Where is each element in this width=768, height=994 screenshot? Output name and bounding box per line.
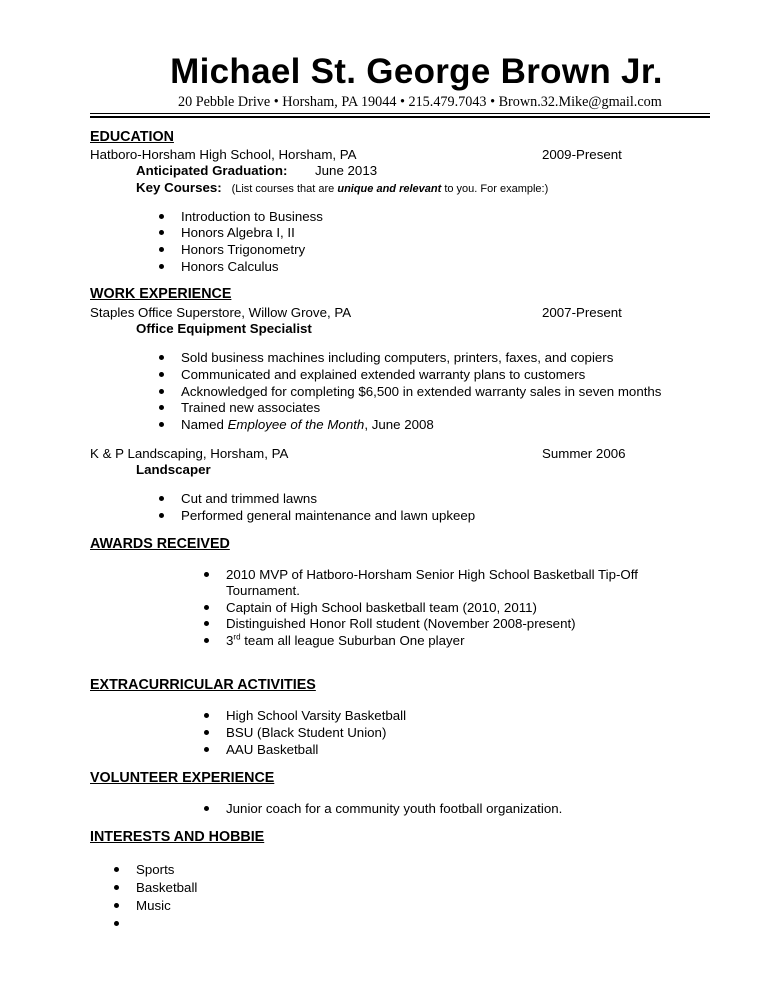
job2-dates: Summer 2006: [542, 446, 626, 461]
job1-title: Office Equipment Specialist: [136, 321, 312, 336]
course-item: Honors Trigonometry: [181, 242, 306, 257]
education-school: Hatboro-Horsham High School, Horsham, PA: [90, 147, 357, 162]
education-heading: EDUCATION: [90, 129, 174, 145]
award-ordinal-number: 3: [226, 633, 234, 648]
graduation-label: Anticipated Graduation:: [136, 163, 288, 178]
courses-note-emph: unique and relevant: [337, 183, 442, 195]
header-rule-thick: [90, 116, 710, 118]
activity-item: AAU Basketball: [226, 742, 319, 757]
interest-item: Sports: [136, 862, 175, 877]
activity-item: BSU (Black Student Union): [226, 725, 387, 740]
contact-line: 20 Pebble Drive • Horsham, PA 19044 • 215.479.7043 • Brown.32.Mike@gmail.com: [178, 94, 662, 110]
award-ordinal-suffix: rd: [233, 632, 241, 642]
award-item-continued: Tournament.: [226, 583, 300, 598]
activity-item: High School Varsity Basketball: [226, 708, 407, 723]
award-item: 2010 MVP of Hatboro-Horsham Senior High School Basketball Tip-Off: [226, 567, 638, 582]
job2-title: Landscaper: [136, 462, 211, 477]
graduation-value: June 2013: [315, 163, 378, 178]
job2-employer: K & P Landscaping, Horsham, PA: [90, 446, 289, 461]
course-item: Honors Algebra I, II: [181, 225, 295, 240]
job1-duty: Sold business machines including computers, printers, faxes, and copiers: [181, 350, 614, 365]
named-prefix: Named: [181, 417, 228, 432]
extracurricular-heading: EXTRACURRICULAR ACTIVITIES: [90, 677, 316, 693]
courses-note: [225, 183, 548, 195]
volunteer-heading: VOLUNTEER EXPERIENCE: [90, 770, 275, 786]
job2-duty: Performed general maintenance and lawn upkeep: [181, 508, 476, 523]
job1-duty: Acknowledged for completing $6,500 in extended warranty sales in seven months: [181, 384, 662, 399]
named-suffix: , June 2008: [364, 417, 434, 432]
key-courses-label: Key Courses:: [136, 180, 222, 195]
courses-note-start: (List courses that are: [231, 183, 338, 195]
award-item: [226, 632, 465, 649]
award-item-text: team all league Suburban One player: [240, 633, 465, 648]
volunteer-item: Junior coach for a community youth football organization.: [226, 801, 563, 816]
job1-duty-award: [181, 416, 434, 433]
key-courses-line: [136, 179, 548, 198]
header-rule-thin: [90, 113, 710, 114]
job1-dates: 2007-Present: [542, 305, 622, 320]
award-item: Captain of High School basketball team (2010, 2011): [226, 600, 537, 615]
course-item: Introduction to Business: [181, 209, 323, 224]
award-item: Distinguished Honor Roll student (November 2008-present): [226, 616, 576, 631]
job1-employer: Staples Office Superstore, Willow Grove, PA: [90, 305, 352, 320]
named-emph: Employee of the Month: [227, 417, 365, 432]
interests-heading: INTERESTS AND HOBBIE: [90, 829, 265, 845]
work-heading: WORK EXPERIENCE: [90, 286, 232, 302]
resume-name: Michael St. George Brown Jr.: [170, 52, 663, 91]
interest-item: Basketball: [136, 880, 198, 895]
empty-bullet-icon: [114, 921, 119, 926]
job1-duty: Communicated and explained extended warranty plans to customers: [181, 367, 586, 382]
courses-note-end: to you. For example:): [441, 183, 549, 195]
course-item: Honors Calculus: [181, 259, 279, 274]
education-dates: 2009-Present: [542, 147, 622, 162]
interest-item: Music: [136, 898, 171, 913]
job1-duty: Trained new associates: [181, 400, 321, 415]
job2-duty: Cut and trimmed lawns: [181, 491, 317, 506]
awards-heading: AWARDS RECEIVED: [90, 536, 230, 552]
